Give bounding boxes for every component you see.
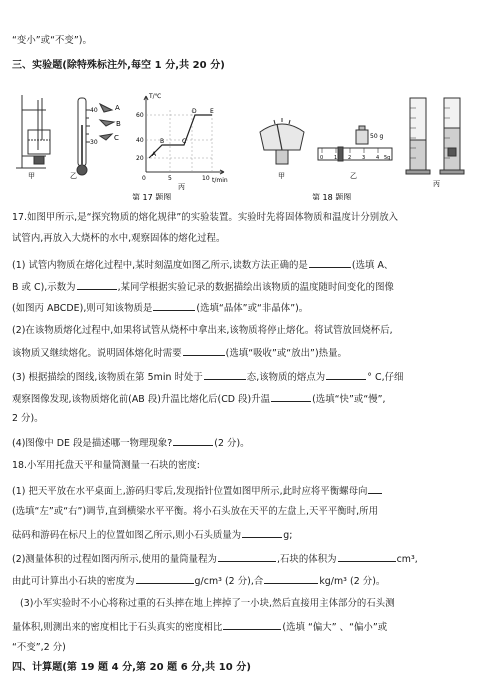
- q17-p3-line2: [12, 392, 386, 406]
- graph-x0: 0: [142, 175, 146, 182]
- section4-title: 四、计算题(第 19 题 4 分,第 20 题 6 分,共 10 分): [12, 662, 251, 673]
- q18-blank-3[interactable]: [218, 552, 276, 562]
- q18-p2f: kg/m³ (2 分)。: [319, 576, 386, 587]
- graph-x5: 5: [168, 175, 172, 182]
- q18-p3-line3: “不变”,2 分): [12, 642, 66, 653]
- fig18-label-bing: 丙: [433, 180, 440, 188]
- graph-y60: 60: [136, 112, 144, 119]
- q17-p3e: (选填“快”或“慢”,: [312, 394, 386, 405]
- q17-blank-7[interactable]: [271, 392, 311, 402]
- q18-p2c: cm³,: [396, 554, 418, 565]
- q17-p1f: (选填“晶体”或“非晶体”)。: [196, 303, 309, 314]
- q17-blank-2[interactable]: [77, 280, 117, 290]
- q17-p1d: ,某同学根据实验记录的数据描绘出该物质的温度随时间变化的图像: [117, 282, 394, 293]
- q18-p1d: g;: [283, 530, 293, 541]
- q17-p4: [12, 436, 250, 450]
- q17-p1-line3: [12, 301, 308, 315]
- q17-blank-8[interactable]: [173, 436, 213, 446]
- q18-p1-line1: [12, 484, 383, 498]
- q18-blank-5[interactable]: [136, 574, 194, 584]
- q17-p1e: (如图丙 ABCDE),则可知该物质是: [12, 303, 153, 314]
- q17-line2: 试管内,再放入大烧杯的水中,观察固体的熔化过程。: [12, 233, 226, 244]
- fig17-label-yi: 乙: [70, 172, 77, 180]
- thermo-eye-B: B: [116, 120, 121, 128]
- fig17-label-bing: 丙: [178, 183, 185, 191]
- graph-pt-D: D: [192, 108, 197, 115]
- graph-ylabel: T/℃: [149, 93, 162, 100]
- figures-svg: [12, 90, 488, 200]
- q17-p2c: (选填“吸收”或“放出”)热量。: [225, 348, 347, 359]
- q18-blank-2[interactable]: [242, 528, 282, 538]
- graph-pt-B: B: [160, 138, 165, 145]
- fig18-cylinders: [406, 98, 464, 174]
- q17-p2-line2: [12, 346, 347, 360]
- q17-p3c: ° C,仔细: [367, 372, 404, 383]
- weight-label: 50 g: [370, 133, 384, 140]
- q18-p1a: (1) 把天平放在水平桌面上,游码归零后,发现指针位置如图甲所示,此时应将平衡螺母向: [12, 486, 368, 497]
- q18-p3c: (选填 “偏大” 、“偏小”或: [282, 622, 388, 633]
- fig18-weights: [318, 126, 392, 161]
- q18-blank-1[interactable]: [368, 484, 382, 494]
- q17-blank-6[interactable]: [326, 370, 366, 380]
- figure-row: [12, 90, 488, 200]
- q18-p3-line2: [12, 620, 387, 634]
- fig17-graph: [136, 93, 228, 184]
- thermo-tick-40: 40: [90, 107, 98, 114]
- q18-blank-7[interactable]: [223, 620, 281, 630]
- thermo-eye-C: C: [114, 134, 119, 142]
- ruler-0: 0: [320, 155, 324, 161]
- q17-p3-line1: [12, 370, 403, 384]
- fig18-caption: 第 18 题图: [312, 193, 352, 200]
- q17-p3b: 态,该物质的熔点为: [246, 372, 326, 383]
- q17-p4b: (2 分)。: [214, 438, 250, 449]
- q18-p2b: ,石块的体积为: [276, 554, 337, 565]
- thermo-eye-A: A: [115, 104, 120, 112]
- q17-p4a: (4)图像中 DE 段是描述哪一物理现象?: [12, 438, 173, 449]
- q17-p1-line2: [12, 280, 394, 294]
- fig18-label-yi: 乙: [350, 172, 357, 180]
- q17-p1c: B 或 C),示数为: [12, 282, 76, 293]
- ruler-3: 3: [362, 155, 366, 161]
- ruler-5g: 5g: [384, 155, 391, 161]
- q18-p2-line1: [12, 552, 418, 566]
- q17-p1-line1: [12, 258, 393, 272]
- fig18-dial: [260, 118, 304, 164]
- ruler-1: 1: [334, 155, 338, 161]
- thermo-tick-30: 30: [90, 139, 98, 146]
- q17-p2b: 该物质又继续熔化。说明固体熔化时需要: [12, 348, 182, 359]
- top-line: “变小”或“不变”)。: [12, 35, 92, 46]
- q18-p2-line2: [12, 574, 385, 588]
- q18-line1: 18.小军用托盘天平和量筒测量一石块的密度:: [12, 460, 200, 471]
- graph-pt-A: A: [152, 151, 157, 158]
- q18-p2d: 由此可计算出小石块的密度为: [12, 576, 135, 587]
- fig18-label-jia: 甲: [278, 172, 285, 180]
- q17-blank-4[interactable]: [183, 346, 225, 356]
- ruler-4: 4: [376, 155, 380, 161]
- q17-p1a: (1) 试管内物质在熔化过程中,某时刻温度如图乙所示,读数方法正确的是: [12, 260, 308, 271]
- q17-p2-line1: (2)在该物质熔化过程中,如果将试管从烧杯中拿出来,该物质将停止熔化。将试管放回烧杯后,: [12, 325, 393, 336]
- graph-pt-C: C: [182, 138, 187, 145]
- graph-curve: [149, 115, 212, 158]
- q18-p3b: 量体积,则测出来的密度相比于石头真实的密度相比: [12, 622, 223, 633]
- graph-x10: 10: [202, 175, 210, 182]
- fig17-label-jia: 甲: [28, 172, 35, 180]
- graph-pt-E: E: [210, 108, 214, 115]
- graph-xlabel: t/min: [212, 177, 228, 184]
- q17-blank-3[interactable]: [153, 301, 195, 311]
- q18-p2a: (2)测量体积的过程如图丙所示,使用的量筒量程为: [12, 554, 217, 565]
- q17-p3d: 观察图像发现,该物质熔化前(AB 段)升温比熔化后(CD 段)升温: [12, 394, 271, 405]
- fig17-apparatus: [16, 95, 50, 168]
- q17-blank-5[interactable]: [204, 370, 246, 380]
- graph-y20: 20: [136, 155, 144, 162]
- ruler-2: 2: [348, 155, 352, 161]
- q18-p1-line3: [12, 528, 292, 542]
- q18-blank-6[interactable]: [264, 574, 318, 584]
- graph-y40: 40: [136, 137, 144, 144]
- q18-blank-4[interactable]: [338, 552, 396, 562]
- q17-blank-1[interactable]: [309, 258, 351, 268]
- q18-p1c: 砝码和游码在标尺上的位置如图乙所示,则小石头质量为: [12, 530, 242, 541]
- q17-p3a: (3) 根据描绘的图线,该物质在第 5min 时处于: [12, 372, 203, 383]
- fig17-caption: 第 17 题图: [132, 193, 172, 200]
- q17-p1b: (选填 A、: [351, 260, 394, 271]
- q17-line1: 17.如图甲所示,是“探究物质的熔化规律”的实验装置。实验时先将固体物质和温度计分别放入: [12, 212, 399, 223]
- section3-title: 三、实验题(除特殊标注外,每空 1 分,共 20 分): [12, 60, 225, 71]
- q18-p2e: g/cm³ (2 分),合: [194, 576, 264, 587]
- q18-p3-line1: (3)小军实验时不小心将称过重的石头摔在地上摔掉了一小块,然后直接用主体部分的石头测: [20, 598, 395, 609]
- q18-p1-line2: (选填“左”或“右”)调节,直到横梁水平平衡。将小石头放在天平的左盘上,天平平衡时,所用: [12, 506, 379, 517]
- q17-p3-line3: 2 分)。: [12, 413, 44, 424]
